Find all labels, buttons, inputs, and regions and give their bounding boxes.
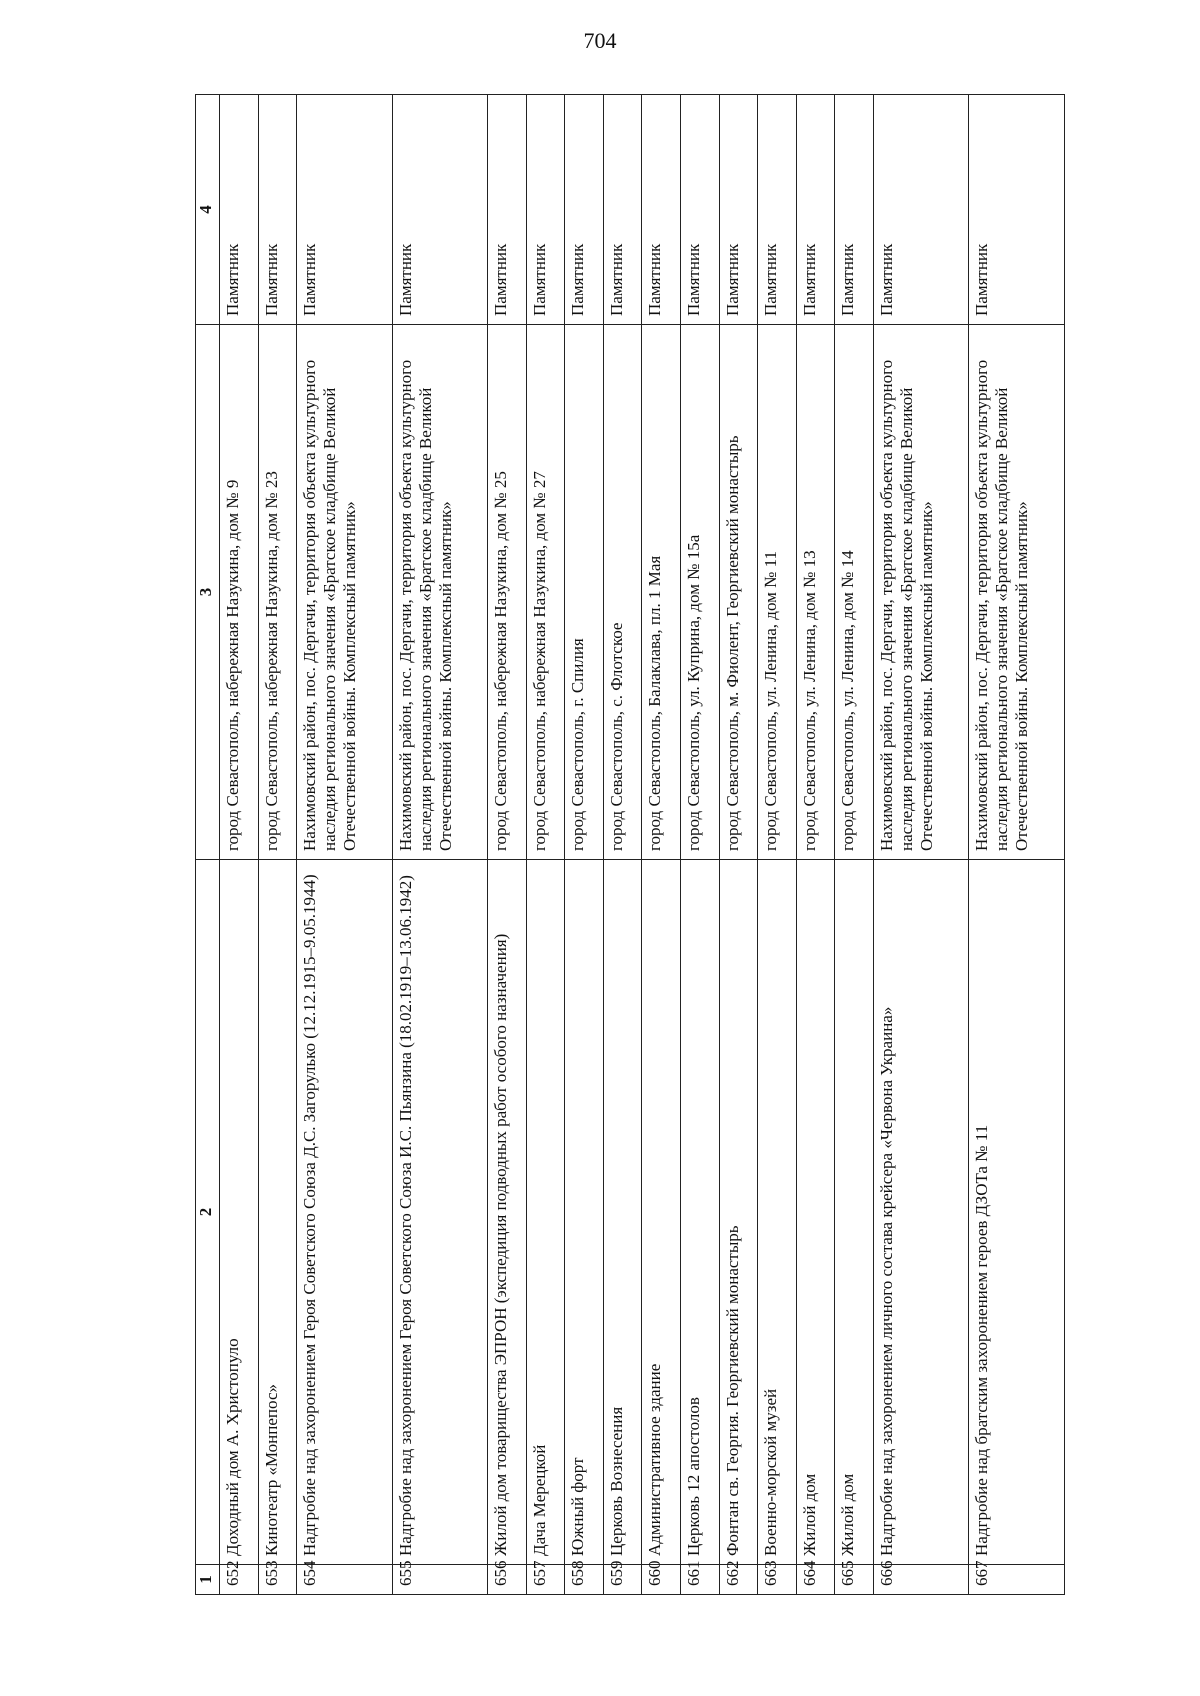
object-name-cell: Жилой дом (796, 860, 835, 1565)
category-cell: Памятник (526, 95, 565, 325)
row-number-cell: 658 (565, 1565, 604, 1595)
address-cell: город Севастополь, набережная Назукина, дом № 9 (220, 325, 259, 860)
table-row (565, 95, 604, 1595)
table-row (297, 95, 393, 1595)
row-number-cell: 653 (258, 1565, 297, 1595)
row-number-cell: 652 (220, 1565, 259, 1595)
row-number-cell: 666 (873, 1565, 969, 1595)
object-name-cell: Кинотеатр «Монпепос» (258, 860, 297, 1565)
object-name-cell: Южный форт (565, 860, 604, 1565)
category-cell: Памятник (297, 95, 393, 325)
object-name-cell: Фонтан св. Георгия. Георгиевский монастырь (719, 860, 758, 1565)
object-name-cell: Жилой дом товарищества ЭПРОН (экспедиция подводных работ особого назначения) (488, 860, 527, 1565)
address-cell: город Севастополь, с. Флотское (603, 325, 642, 860)
category-cell: Памятник (220, 95, 259, 325)
object-name-cell: Жилой дом (835, 860, 874, 1565)
category-cell: Памятник (796, 95, 835, 325)
address-cell: Нахимовский район, пос. Дергачи, территория объекта культурного наследия регионального значения «Братское кладбище Великой Отечественной войны. Комплексный памятник» (392, 325, 488, 860)
column-header-1: 1 (196, 1565, 220, 1595)
address-cell: город Севастополь, м. Фиолент, Георгиевский монастырь (719, 325, 758, 860)
category-cell: Памятник (488, 95, 527, 325)
table-row (392, 95, 488, 1595)
address-cell: город Севастополь, ул. Ленина, дом № 14 (835, 325, 874, 860)
address-cell: город Севастополь, г. Спилия (565, 325, 604, 860)
category-cell: Памятник (873, 95, 969, 325)
row-number-cell: 663 (758, 1565, 797, 1595)
row-number-cell: 665 (835, 1565, 874, 1595)
table-row (758, 95, 797, 1595)
column-header-2: 2 (196, 860, 220, 1565)
object-name-cell: Церковь Вознесения (603, 860, 642, 1565)
address-cell: город Севастополь, ул. Ленина, дом № 13 (796, 325, 835, 860)
object-name-cell: Административное здание (642, 860, 681, 1565)
table-row (873, 95, 969, 1595)
column-header-3: 3 (196, 325, 220, 860)
header-row (196, 95, 220, 1595)
table-row (258, 95, 297, 1595)
address-cell: Нахимовский район, пос. Дергачи, территория объекта культурного наследия регионального значения «Братское кладбище Великой Отечественной войны. Комплексный памятник» (873, 325, 969, 860)
category-cell: Памятник (603, 95, 642, 325)
row-number-cell: 654 (297, 1565, 393, 1595)
monuments-table-rotated (195, 95, 1065, 1595)
object-name-cell: Церковь 12 апостолов (680, 860, 719, 1565)
category-cell: Памятник (392, 95, 488, 325)
row-number-cell: 667 (969, 1565, 1065, 1595)
category-cell: Памятник (969, 95, 1065, 325)
table-row (642, 95, 681, 1595)
column-header-4: 4 (196, 95, 220, 325)
row-number-cell: 660 (642, 1565, 681, 1595)
category-cell: Памятник (565, 95, 604, 325)
table-row (526, 95, 565, 1595)
table-row (796, 95, 835, 1595)
row-number-cell: 661 (680, 1565, 719, 1595)
row-number-cell: 659 (603, 1565, 642, 1595)
monuments-table (195, 94, 1065, 1595)
address-cell: город Севастополь, набережная Назукина, дом № 25 (488, 325, 527, 860)
address-cell: город Севастополь, Балаклава, пл. 1 Мая (642, 325, 681, 860)
category-cell: Памятник (758, 95, 797, 325)
row-number-cell: 664 (796, 1565, 835, 1595)
address-cell: город Севастополь, ул. Ленина, дом № 11 (758, 325, 797, 860)
table-row (603, 95, 642, 1595)
table-row (220, 95, 259, 1595)
table-row (680, 95, 719, 1595)
address-cell: город Севастополь, набережная Назукина, дом № 27 (526, 325, 565, 860)
category-cell: Памятник (680, 95, 719, 325)
category-cell: Памятник (835, 95, 874, 325)
row-number-cell: 662 (719, 1565, 758, 1595)
category-cell: Памятник (719, 95, 758, 325)
row-number-cell: 656 (488, 1565, 527, 1595)
object-name-cell: Надгробие над захоронением личного состава крейсера «Червона Украина» (873, 860, 969, 1565)
object-name-cell: Надгробие над захоронением Героя Советского Союза И.С. Пьянзина (18.02.1919–13.06.1942) (392, 860, 488, 1565)
object-name-cell: Военно-морской музей (758, 860, 797, 1565)
object-name-cell: Надгробие над братским захоронением героев ДЗОТа № 11 (969, 860, 1065, 1565)
object-name-cell: Надгробие над захоронением Героя Советского Союза Д.С. Загорулько (12.12.1915–9.05.1944) (297, 860, 393, 1565)
address-cell: город Севастополь, ул. Куприна, дом № 15а (680, 325, 719, 860)
category-cell: Памятник (258, 95, 297, 325)
page-number: 704 (583, 28, 617, 53)
address-cell: Нахимовский район, пос. Дергачи, территория объекта культурного наследия регионального значения «Братское кладбище Великой Отечественной войны. Комплексный памятник» (297, 325, 393, 860)
object-name-cell: Доходный дом А. Христопуло (220, 860, 259, 1565)
address-cell: город Севастополь, набережная Назукина, дом № 23 (258, 325, 297, 860)
row-number-cell: 655 (392, 1565, 488, 1595)
object-name-cell: Дача Мерецкой (526, 860, 565, 1565)
table-row (488, 95, 527, 1595)
address-cell: Нахимовский район, пос. Дергачи, территория объекта культурного наследия регионального значения «Братское кладбище Великой Отечественной войны. Комплексный памятник» (969, 325, 1065, 860)
table-row (719, 95, 758, 1595)
table-row (835, 95, 874, 1595)
row-number-cell: 657 (526, 1565, 565, 1595)
table-row (969, 95, 1065, 1595)
category-cell: Памятник (642, 95, 681, 325)
